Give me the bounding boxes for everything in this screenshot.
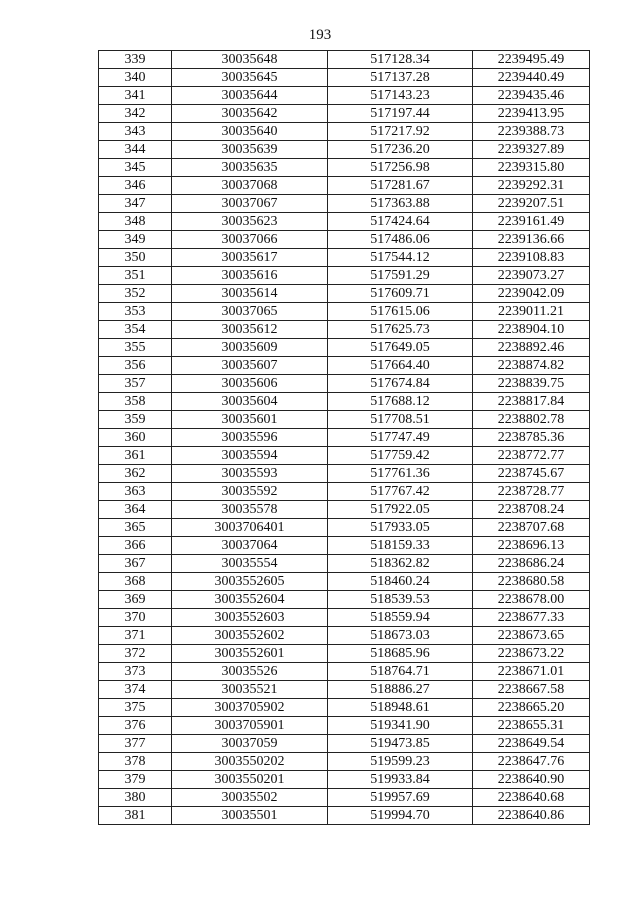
table-cell-index: 353: [99, 303, 172, 321]
table-cell-code: 30035596: [172, 429, 328, 447]
table-row: [99, 663, 590, 681]
table-cell-index: 362: [99, 465, 172, 483]
table-cell-index: 363: [99, 483, 172, 501]
table-cell-code: 30037065: [172, 303, 328, 321]
page-number: 193: [308, 27, 332, 43]
table-cell-x: 519957.69: [328, 789, 473, 807]
table-cell-x: 517197.44: [328, 105, 473, 123]
table-cell-x: 517922.05: [328, 501, 473, 519]
table-cell-y: 2238640.86: [473, 807, 590, 825]
table-cell-index: 376: [99, 717, 172, 735]
table-cell-code: 30035614: [172, 285, 328, 303]
table-row: [99, 177, 590, 195]
table-cell-index: 380: [99, 789, 172, 807]
table-cell-index: 347: [99, 195, 172, 213]
table-cell-y: 2238728.77: [473, 483, 590, 501]
table-row: [99, 555, 590, 573]
coordinates-table-body: [99, 51, 590, 825]
table-row: [99, 411, 590, 429]
table-cell-index: 370: [99, 609, 172, 627]
table-row: [99, 213, 590, 231]
table-cell-y: 2239315.80: [473, 159, 590, 177]
table-cell-y: 2238817.84: [473, 393, 590, 411]
table-cell-x: 519473.85: [328, 735, 473, 753]
table-cell-index: 356: [99, 357, 172, 375]
table-cell-y: 2238673.22: [473, 645, 590, 663]
table-cell-y: 2238665.20: [473, 699, 590, 717]
table-cell-code: 30035623: [172, 213, 328, 231]
table-cell-y: 2239413.95: [473, 105, 590, 123]
table-cell-x: 517424.64: [328, 213, 473, 231]
table-row: [99, 717, 590, 735]
table-cell-x: 517767.42: [328, 483, 473, 501]
table-cell-code: 30035644: [172, 87, 328, 105]
table-cell-x: 517217.92: [328, 123, 473, 141]
table-cell-y: 2239042.09: [473, 285, 590, 303]
table-row: [99, 141, 590, 159]
table-cell-y: 2238647.76: [473, 753, 590, 771]
table-cell-code: 3003706401: [172, 519, 328, 537]
table-cell-code: 3003552602: [172, 627, 328, 645]
table-cell-code: 3003552603: [172, 609, 328, 627]
table-cell-x: 518460.24: [328, 573, 473, 591]
table-cell-index: 344: [99, 141, 172, 159]
table-cell-code: 30035609: [172, 339, 328, 357]
coordinates-table: [98, 50, 590, 825]
coordinates-table-container: [98, 50, 590, 825]
table-cell-code: 30035645: [172, 69, 328, 87]
table-cell-code: 30035502: [172, 789, 328, 807]
table-cell-code: 30037068: [172, 177, 328, 195]
table-cell-y: 2238640.68: [473, 789, 590, 807]
table-cell-code: 30035640: [172, 123, 328, 141]
table-cell-code: 3003550202: [172, 753, 328, 771]
table-cell-code: 30035617: [172, 249, 328, 267]
table-cell-x: 517688.12: [328, 393, 473, 411]
table-cell-y: 2238892.46: [473, 339, 590, 357]
table-cell-y: 2238680.58: [473, 573, 590, 591]
table-cell-x: 517649.05: [328, 339, 473, 357]
table-row: [99, 573, 590, 591]
table-cell-index: 348: [99, 213, 172, 231]
table-row: [99, 609, 590, 627]
table-cell-code: 30037067: [172, 195, 328, 213]
table-cell-x: 517256.98: [328, 159, 473, 177]
table-row: [99, 159, 590, 177]
table-cell-y: 2239136.66: [473, 231, 590, 249]
table-cell-y: 2238686.24: [473, 555, 590, 573]
table-cell-index: 340: [99, 69, 172, 87]
table-cell-code: 30035606: [172, 375, 328, 393]
table-cell-x: 519599.23: [328, 753, 473, 771]
table-row: [99, 375, 590, 393]
table-cell-index: 355: [99, 339, 172, 357]
table-row: [99, 231, 590, 249]
table-cell-y: 2238708.24: [473, 501, 590, 519]
table-cell-x: 517625.73: [328, 321, 473, 339]
table-cell-x: 518764.71: [328, 663, 473, 681]
table-cell-index: 350: [99, 249, 172, 267]
table-cell-x: 517486.06: [328, 231, 473, 249]
table-cell-code: 30035635: [172, 159, 328, 177]
table-cell-index: 339: [99, 51, 172, 69]
table-cell-index: 364: [99, 501, 172, 519]
table-cell-x: 517664.40: [328, 357, 473, 375]
table-cell-code: 30035601: [172, 411, 328, 429]
table-cell-index: 379: [99, 771, 172, 789]
table-cell-y: 2238678.00: [473, 591, 590, 609]
table-cell-y: 2238667.58: [473, 681, 590, 699]
table-cell-index: 342: [99, 105, 172, 123]
table-cell-index: 359: [99, 411, 172, 429]
table-cell-index: 372: [99, 645, 172, 663]
table-cell-index: 357: [99, 375, 172, 393]
table-cell-code: 30037066: [172, 231, 328, 249]
table-cell-code: 3003552601: [172, 645, 328, 663]
table-row: [99, 87, 590, 105]
table-cell-index: 351: [99, 267, 172, 285]
table-cell-code: 30035578: [172, 501, 328, 519]
table-cell-x: 518159.33: [328, 537, 473, 555]
table-cell-x: 518948.61: [328, 699, 473, 717]
table-cell-x: 517708.51: [328, 411, 473, 429]
table-row: [99, 339, 590, 357]
table-cell-y: 2239108.83: [473, 249, 590, 267]
table-cell-index: 378: [99, 753, 172, 771]
table-cell-index: 371: [99, 627, 172, 645]
table-cell-y: 2239495.49: [473, 51, 590, 69]
table-row: [99, 537, 590, 555]
table-cell-index: 369: [99, 591, 172, 609]
table-cell-y: 2238677.33: [473, 609, 590, 627]
table-cell-y: 2239388.73: [473, 123, 590, 141]
table-cell-code: 30037059: [172, 735, 328, 753]
table-cell-y: 2239435.46: [473, 87, 590, 105]
table-cell-x: 518362.82: [328, 555, 473, 573]
table-cell-x: 517933.05: [328, 519, 473, 537]
table-row: [99, 699, 590, 717]
table-cell-code: 30035607: [172, 357, 328, 375]
table-cell-x: 517747.49: [328, 429, 473, 447]
table-cell-index: 361: [99, 447, 172, 465]
table-cell-index: 381: [99, 807, 172, 825]
table-cell-y: 2238649.54: [473, 735, 590, 753]
table-row: [99, 627, 590, 645]
table-row: [99, 123, 590, 141]
table-cell-index: 374: [99, 681, 172, 699]
table-cell-code: 30035521: [172, 681, 328, 699]
table-cell-index: 373: [99, 663, 172, 681]
table-cell-x: 517137.28: [328, 69, 473, 87]
table-cell-code: 30035501: [172, 807, 328, 825]
table-cell-x: 518886.27: [328, 681, 473, 699]
table-cell-y: 2239327.89: [473, 141, 590, 159]
table-row: [99, 519, 590, 537]
table-cell-index: 349: [99, 231, 172, 249]
table-row: [99, 195, 590, 213]
table-cell-y: 2239207.51: [473, 195, 590, 213]
table-cell-y: 2238772.77: [473, 447, 590, 465]
table-cell-index: 360: [99, 429, 172, 447]
table-cell-x: 517143.23: [328, 87, 473, 105]
table-row: [99, 591, 590, 609]
table-cell-code: 30037064: [172, 537, 328, 555]
table-cell-code: 30035604: [172, 393, 328, 411]
table-cell-x: 517674.84: [328, 375, 473, 393]
table-cell-code: 3003705901: [172, 717, 328, 735]
table-row: [99, 771, 590, 789]
table-row: [99, 69, 590, 87]
table-row: [99, 645, 590, 663]
table-cell-index: 358: [99, 393, 172, 411]
table-cell-x: 517759.42: [328, 447, 473, 465]
table-row: [99, 285, 590, 303]
table-cell-y: 2238696.13: [473, 537, 590, 555]
table-cell-index: 343: [99, 123, 172, 141]
table-row: [99, 681, 590, 699]
table-cell-x: 517544.12: [328, 249, 473, 267]
table-cell-index: 368: [99, 573, 172, 591]
table-row: [99, 501, 590, 519]
table-cell-code: 30035594: [172, 447, 328, 465]
table-cell-y: 2239161.49: [473, 213, 590, 231]
table-cell-code: 30035554: [172, 555, 328, 573]
table-cell-y: 2238802.78: [473, 411, 590, 429]
table-row: [99, 465, 590, 483]
table-cell-x: 517363.88: [328, 195, 473, 213]
table-cell-x: 518685.96: [328, 645, 473, 663]
table-cell-index: 375: [99, 699, 172, 717]
table-row: [99, 249, 590, 267]
table-row: [99, 393, 590, 411]
table-row: [99, 789, 590, 807]
table-row: [99, 105, 590, 123]
table-cell-code: 30035616: [172, 267, 328, 285]
table-cell-code: 30035648: [172, 51, 328, 69]
table-cell-y: 2238904.10: [473, 321, 590, 339]
table-cell-code: 30035639: [172, 141, 328, 159]
table-cell-code: 30035612: [172, 321, 328, 339]
table-cell-code: 30035526: [172, 663, 328, 681]
table-cell-x: 517615.06: [328, 303, 473, 321]
table-row: [99, 807, 590, 825]
table-cell-x: 518539.53: [328, 591, 473, 609]
table-cell-x: 518673.03: [328, 627, 473, 645]
table-cell-x: 517609.71: [328, 285, 473, 303]
table-cell-code: 3003552604: [172, 591, 328, 609]
table-cell-x: 518559.94: [328, 609, 473, 627]
table-cell-x: 517128.34: [328, 51, 473, 69]
table-cell-x: 517761.36: [328, 465, 473, 483]
table-cell-index: 365: [99, 519, 172, 537]
table-cell-y: 2239011.21: [473, 303, 590, 321]
table-cell-index: 366: [99, 537, 172, 555]
table-row: [99, 483, 590, 501]
table-row: [99, 321, 590, 339]
table-cell-y: 2238785.36: [473, 429, 590, 447]
table-cell-x: 517281.67: [328, 177, 473, 195]
table-cell-index: 341: [99, 87, 172, 105]
table-cell-x: 517591.29: [328, 267, 473, 285]
table-cell-y: 2239292.31: [473, 177, 590, 195]
table-cell-index: 346: [99, 177, 172, 195]
table-cell-x: 519341.90: [328, 717, 473, 735]
table-cell-code: 3003705902: [172, 699, 328, 717]
table-row: [99, 447, 590, 465]
table-cell-y: 2238745.67: [473, 465, 590, 483]
table-cell-y: 2238640.90: [473, 771, 590, 789]
table-cell-code: 3003550201: [172, 771, 328, 789]
table-cell-code: 30035642: [172, 105, 328, 123]
table-row: [99, 51, 590, 69]
table-cell-index: 352: [99, 285, 172, 303]
table-cell-y: 2238874.82: [473, 357, 590, 375]
table-cell-y: 2238673.65: [473, 627, 590, 645]
table-cell-code: 30035592: [172, 483, 328, 501]
table-row: [99, 735, 590, 753]
table-cell-index: 377: [99, 735, 172, 753]
table-cell-y: 2239440.49: [473, 69, 590, 87]
table-cell-x: 519933.84: [328, 771, 473, 789]
table-row: [99, 753, 590, 771]
table-cell-y: 2239073.27: [473, 267, 590, 285]
table-cell-index: 345: [99, 159, 172, 177]
table-cell-code: 3003552605: [172, 573, 328, 591]
table-cell-code: 30035593: [172, 465, 328, 483]
table-cell-index: 367: [99, 555, 172, 573]
table-row: [99, 267, 590, 285]
table-row: [99, 303, 590, 321]
table-row: [99, 357, 590, 375]
table-cell-x: 517236.20: [328, 141, 473, 159]
table-cell-y: 2238839.75: [473, 375, 590, 393]
table-cell-y: 2238707.68: [473, 519, 590, 537]
table-cell-x: 519994.70: [328, 807, 473, 825]
table-cell-y: 2238655.31: [473, 717, 590, 735]
table-row: [99, 429, 590, 447]
table-cell-index: 354: [99, 321, 172, 339]
table-cell-y: 2238671.01: [473, 663, 590, 681]
